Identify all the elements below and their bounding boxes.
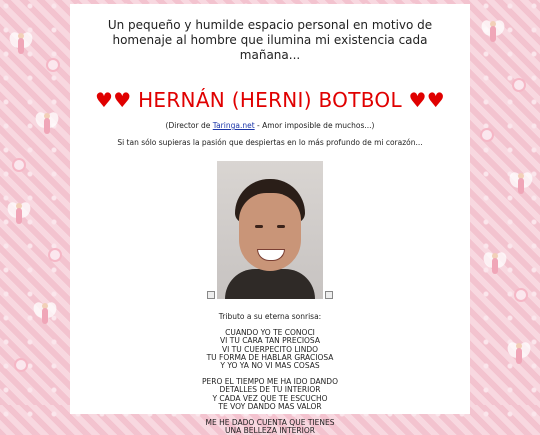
fairy-icon: [10, 30, 32, 58]
poem-stanza: [70, 378, 470, 411]
poem-line: ME HE DADO CUENTA QUE TIENES: [205, 418, 335, 428]
photo-area: [70, 159, 470, 299]
poem-line: CUANDO YO TE CONOCI: [225, 328, 315, 338]
poem-line: Y CADA VEZ QUE TE ESCUCHO: [212, 393, 328, 403]
fairy-icon: [484, 250, 506, 278]
poem-stanza: [70, 329, 470, 370]
flower-icon: [48, 60, 58, 70]
poem: [70, 313, 470, 435]
flower-icon: [50, 250, 60, 260]
intro-line-2: homenaje al hombre que ilumina mi existencia cada mañana...: [112, 33, 428, 62]
flower-icon: [516, 290, 526, 300]
poem-line: UNA BELLEZA INTERIOR: [225, 426, 315, 435]
flower-icon: [14, 160, 24, 170]
portrait-photo: [217, 161, 323, 299]
intro-line-1: Un pequeño y humilde espacio personal en motivo de: [107, 18, 433, 32]
flower-icon: [16, 360, 26, 370]
fairy-icon: [34, 300, 56, 328]
page-title: ♥♥ HERNÁN (HERNI) BOTBOL ♥♥: [94, 88, 446, 112]
broken-image-icon: [207, 291, 215, 299]
poem-line: VI TU CUERPECITO LINDO: [221, 344, 319, 354]
right-decorative-border: [470, 0, 540, 405]
poem-stanza: [70, 419, 470, 435]
subtitle: [70, 121, 470, 130]
poem-line: TE VOY DANDO MAS VALOR: [218, 401, 322, 411]
left-decorative-border: [0, 0, 70, 405]
subtitle-prefix: (Director de: [165, 121, 213, 130]
fairy-icon: [482, 18, 504, 46]
fairy-icon: [510, 170, 532, 198]
tribute-heading: Tributo a su eterna sonrisa:: [218, 312, 322, 321]
fairy-icon: [8, 200, 30, 228]
poem-line: DETALLES DE TU INTERIOR: [219, 385, 321, 395]
flower-icon: [514, 80, 524, 90]
dedication-phrase: Si tan sólo supieras la pasión que despiertas en lo más profundo de mi corazón...: [117, 138, 423, 147]
subtitle-suffix: - Amor imposible de muchos...): [254, 121, 375, 130]
poem-line: Y YO YA NO VI MAS COSAS: [220, 361, 320, 371]
flower-icon: [482, 130, 492, 140]
intro-text: [90, 18, 450, 63]
poem-line: TU FORMA DE HABLAR GRACIOSA: [206, 352, 334, 362]
taringa-link[interactable]: Taringa.net: [212, 121, 255, 130]
poem-line: VI TU CARA TAN PRECIOSA: [220, 336, 320, 346]
fairy-icon: [36, 110, 58, 138]
poem-line: PERO EL TIEMPO ME HA IDO DANDO: [202, 377, 338, 387]
fairy-icon: [508, 340, 530, 368]
content-panel: [70, 4, 470, 435]
broken-image-icon: [325, 291, 333, 299]
